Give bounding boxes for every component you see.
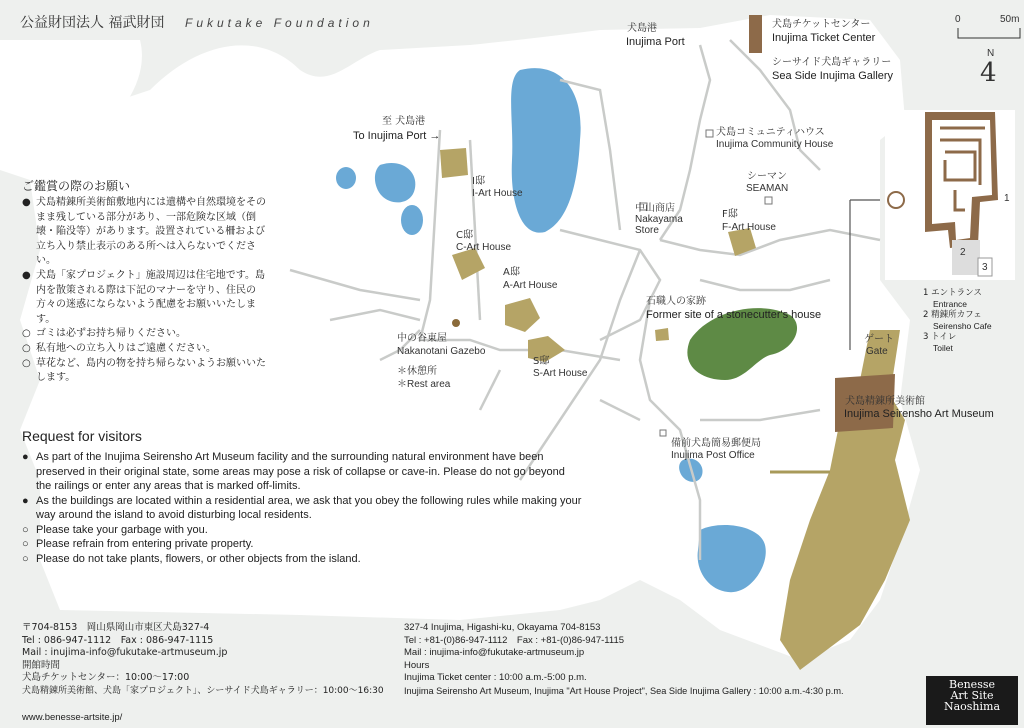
footer-jp	[22, 622, 384, 698]
label-rest-jp: ＊休憩所	[397, 366, 437, 377]
label-gazebo-en: Nakanotani Gazebo	[397, 346, 486, 357]
legend-num-2: 2	[923, 310, 929, 320]
notice-en-item: ○ Please take your garbage with you.	[22, 523, 208, 536]
footer-jp-postal: 〒704-8153 岡山県岡山市東区犬島327-4	[22, 622, 210, 633]
plan-number-3: 3	[982, 262, 988, 273]
label-gate-jp: ゲート	[864, 334, 894, 345]
legend-jp-1: エントランス	[931, 288, 982, 298]
label-ticket-jp: 犬島チケットセンター	[772, 19, 871, 30]
notice-en-item: ○ Please do not take plants, flowers, or other objects from the island.	[22, 552, 361, 565]
label-c-house-jp: C邸	[456, 230, 473, 241]
legend-jp-3: トイレ	[931, 332, 957, 342]
logo-line1: Benesse	[949, 678, 995, 691]
label-s-house-en: S-Art House	[533, 368, 588, 379]
scale-bar	[958, 28, 1020, 38]
scale-distance: 50m	[1000, 14, 1020, 25]
label-store-en1: Nakayama	[635, 214, 683, 225]
legend-jp-2: 精錬所カフェ	[931, 310, 982, 320]
label-gallery-en: Sea Side Inujima Gallery	[772, 70, 894, 82]
notice-en-item: ● As the buildings are located within a residential area, we ask that you obey the following rules while making your way around the island to avoid disturbing local residents.	[22, 494, 582, 521]
footer-jp-mail: Mail : inujima-info@fukutake-artmuseum.jp	[22, 647, 228, 659]
notice-en-item: ○ Please refrain from entering private property.	[22, 538, 254, 550]
museum-legend	[923, 288, 992, 354]
label-to-port-jp: 至 犬島港	[382, 116, 426, 127]
ticket-center	[749, 15, 762, 53]
stonecutter-site	[655, 328, 669, 341]
label-stonecutter-jp: 石職人の家跡	[646, 296, 706, 307]
footer-jp-hours-title: 開館時間	[22, 659, 61, 671]
legend-en-1: Entrance	[933, 299, 968, 309]
label-gazebo-jp: 中の谷東屋	[397, 333, 447, 344]
scale-zero: 0	[955, 14, 961, 25]
i-art-house	[440, 148, 468, 178]
footer-jp-tel: Tel : 086-947-1112 Fax : 086-947-1115	[22, 634, 214, 646]
website-link[interactable]: www.benesse-artsite.jp/	[22, 712, 123, 723]
benesse-logo	[926, 676, 1018, 725]
notice-jp-item: ● 犬島精錬所美術館敷地内には遺構や自然環境をそのまま残している部分があり、一部危険な区域（倒壊・陥没等）があります。設置されている柵および立ち入り禁止表示のある所へは入らないでください。	[22, 197, 266, 267]
label-store-jp: 中山商店	[635, 203, 675, 214]
pond-small-3	[401, 205, 423, 235]
label-seaman-jp: シーマン	[747, 171, 787, 182]
label-post-jp: 備前犬島簡易郵便局	[671, 438, 761, 449]
label-c-house-en: C-Art House	[456, 242, 512, 253]
label-gallery-jp: シーサイド犬島ギャラリー	[772, 57, 892, 68]
notice-jp-title: ご鑑賞の際のお願い	[22, 179, 131, 193]
label-port-jp: 犬島港	[627, 23, 657, 34]
notice-jp-item: ● 犬島「家プロジェクト」施設周辺は住宅地です。島内を散策される際は下記のマナーを守り、住民の方々の迷惑にならないよう配慮をお願いいたします。	[22, 269, 265, 325]
label-f-house-jp: F邸	[722, 209, 738, 220]
footer-jp-hours1: 犬島チケットセンター：10:00〜17:00	[22, 672, 190, 684]
plan-number-2: 2	[960, 247, 966, 258]
label-a-house-jp: A邸	[503, 267, 520, 278]
org-name-en: Fukutake Foundation	[185, 16, 374, 30]
plan-number-1: 1	[1004, 193, 1010, 204]
legend-num-3: 3	[923, 332, 929, 342]
label-stonecutter-en: Former site of a stonecutter's house	[646, 309, 822, 321]
label-seaman-en: SEAMAN	[746, 183, 789, 194]
footer-en-mail: Mail : inujima-info@fukutake-artmuseum.jp	[404, 647, 585, 659]
notice-jp-list	[22, 196, 274, 386]
label-museum-jp: 犬島精錬所美術館	[845, 396, 925, 407]
label-i-house-jp: I邸	[472, 176, 485, 187]
logo-line3: Naoshima	[943, 700, 1001, 713]
label-museum-en: Inujima Seirensho Art Museum	[844, 408, 994, 420]
footer-en-hours-title: Hours	[404, 659, 430, 671]
footer-en-hours1: Inujima Ticket center : 10:00 a.m.-5:00 p.m.	[404, 672, 587, 684]
notice-en-title: Request for visitors	[22, 428, 142, 444]
label-f-house-en: F-Art House	[722, 222, 776, 233]
label-a-house-en: A-Art House	[503, 280, 558, 291]
label-store-en2: Store	[635, 225, 659, 236]
label-i-house-en: I-Art House	[472, 188, 523, 199]
label-port-en: Inujima Port	[626, 36, 685, 48]
notice-jp-item: ○ 草花など、島内の物を持ち帰らないようお願いいたします。	[22, 357, 266, 384]
north-letter: N	[987, 48, 995, 59]
footer-en	[404, 622, 844, 698]
label-community-en: Inujima Community House	[716, 139, 834, 150]
notice-en-list	[22, 450, 582, 566]
legend-num-1: 1	[923, 288, 929, 298]
label-gate-en: Gate	[866, 346, 888, 357]
legend-en-2: Seirensho Cafe	[933, 321, 992, 331]
gazebo-marker	[452, 319, 460, 327]
footer-en-tel: Tel : +81-(0)86-947-1112 Fax : +81-(0)86-947-1115	[404, 634, 625, 646]
north-arrow-icon: 4	[980, 58, 997, 88]
notice-jp-item: ○ ゴミは必ずお持ち帰りください。	[22, 328, 186, 340]
label-s-house-jp: S邸	[533, 356, 550, 367]
pond-small-1	[336, 167, 356, 189]
footer-en-hours2: Inujima Seirensho Art Museum, Inujima "Art House Project", Sea Side Inujima Gallery : 10:00 a.m.-4:30 p.m.	[404, 685, 844, 696]
notice-en-item: ● As part of the Inujima Seirensho Art Museum facility and the surrounding natural environment have been preserved in their original state, some areas may pose a risk of collapse or cave-in. Please do not go beyond the railings or enter any areas that is marked off-limits.	[22, 451, 565, 492]
notice-jp-item: ○ 私有地への立ち入りはご遠慮ください。	[22, 342, 216, 354]
label-rest-en: ＊Rest area	[397, 379, 451, 390]
org-name-jp: 公益財団法人 福武財団	[20, 15, 165, 31]
label-to-port-en: To Inujima Port →	[353, 130, 441, 142]
logo-line2: Art Site	[950, 689, 994, 702]
label-community-jp: 犬島コミュニティハウス	[716, 127, 825, 138]
footer-en-address: 327-4 Inujima, Higashi-ku, Okayama 704-8153	[404, 622, 601, 633]
label-ticket-en: Inujima Ticket Center	[772, 32, 876, 44]
label-post-en: Inujima Post Office	[671, 450, 755, 461]
legend-en-3: Toilet	[933, 343, 953, 353]
footer-jp-hours2: 犬島精錬所美術館、犬島「家プロジェクト」、シーサイド犬島ギャラリー：10:00〜16:30	[22, 685, 384, 696]
